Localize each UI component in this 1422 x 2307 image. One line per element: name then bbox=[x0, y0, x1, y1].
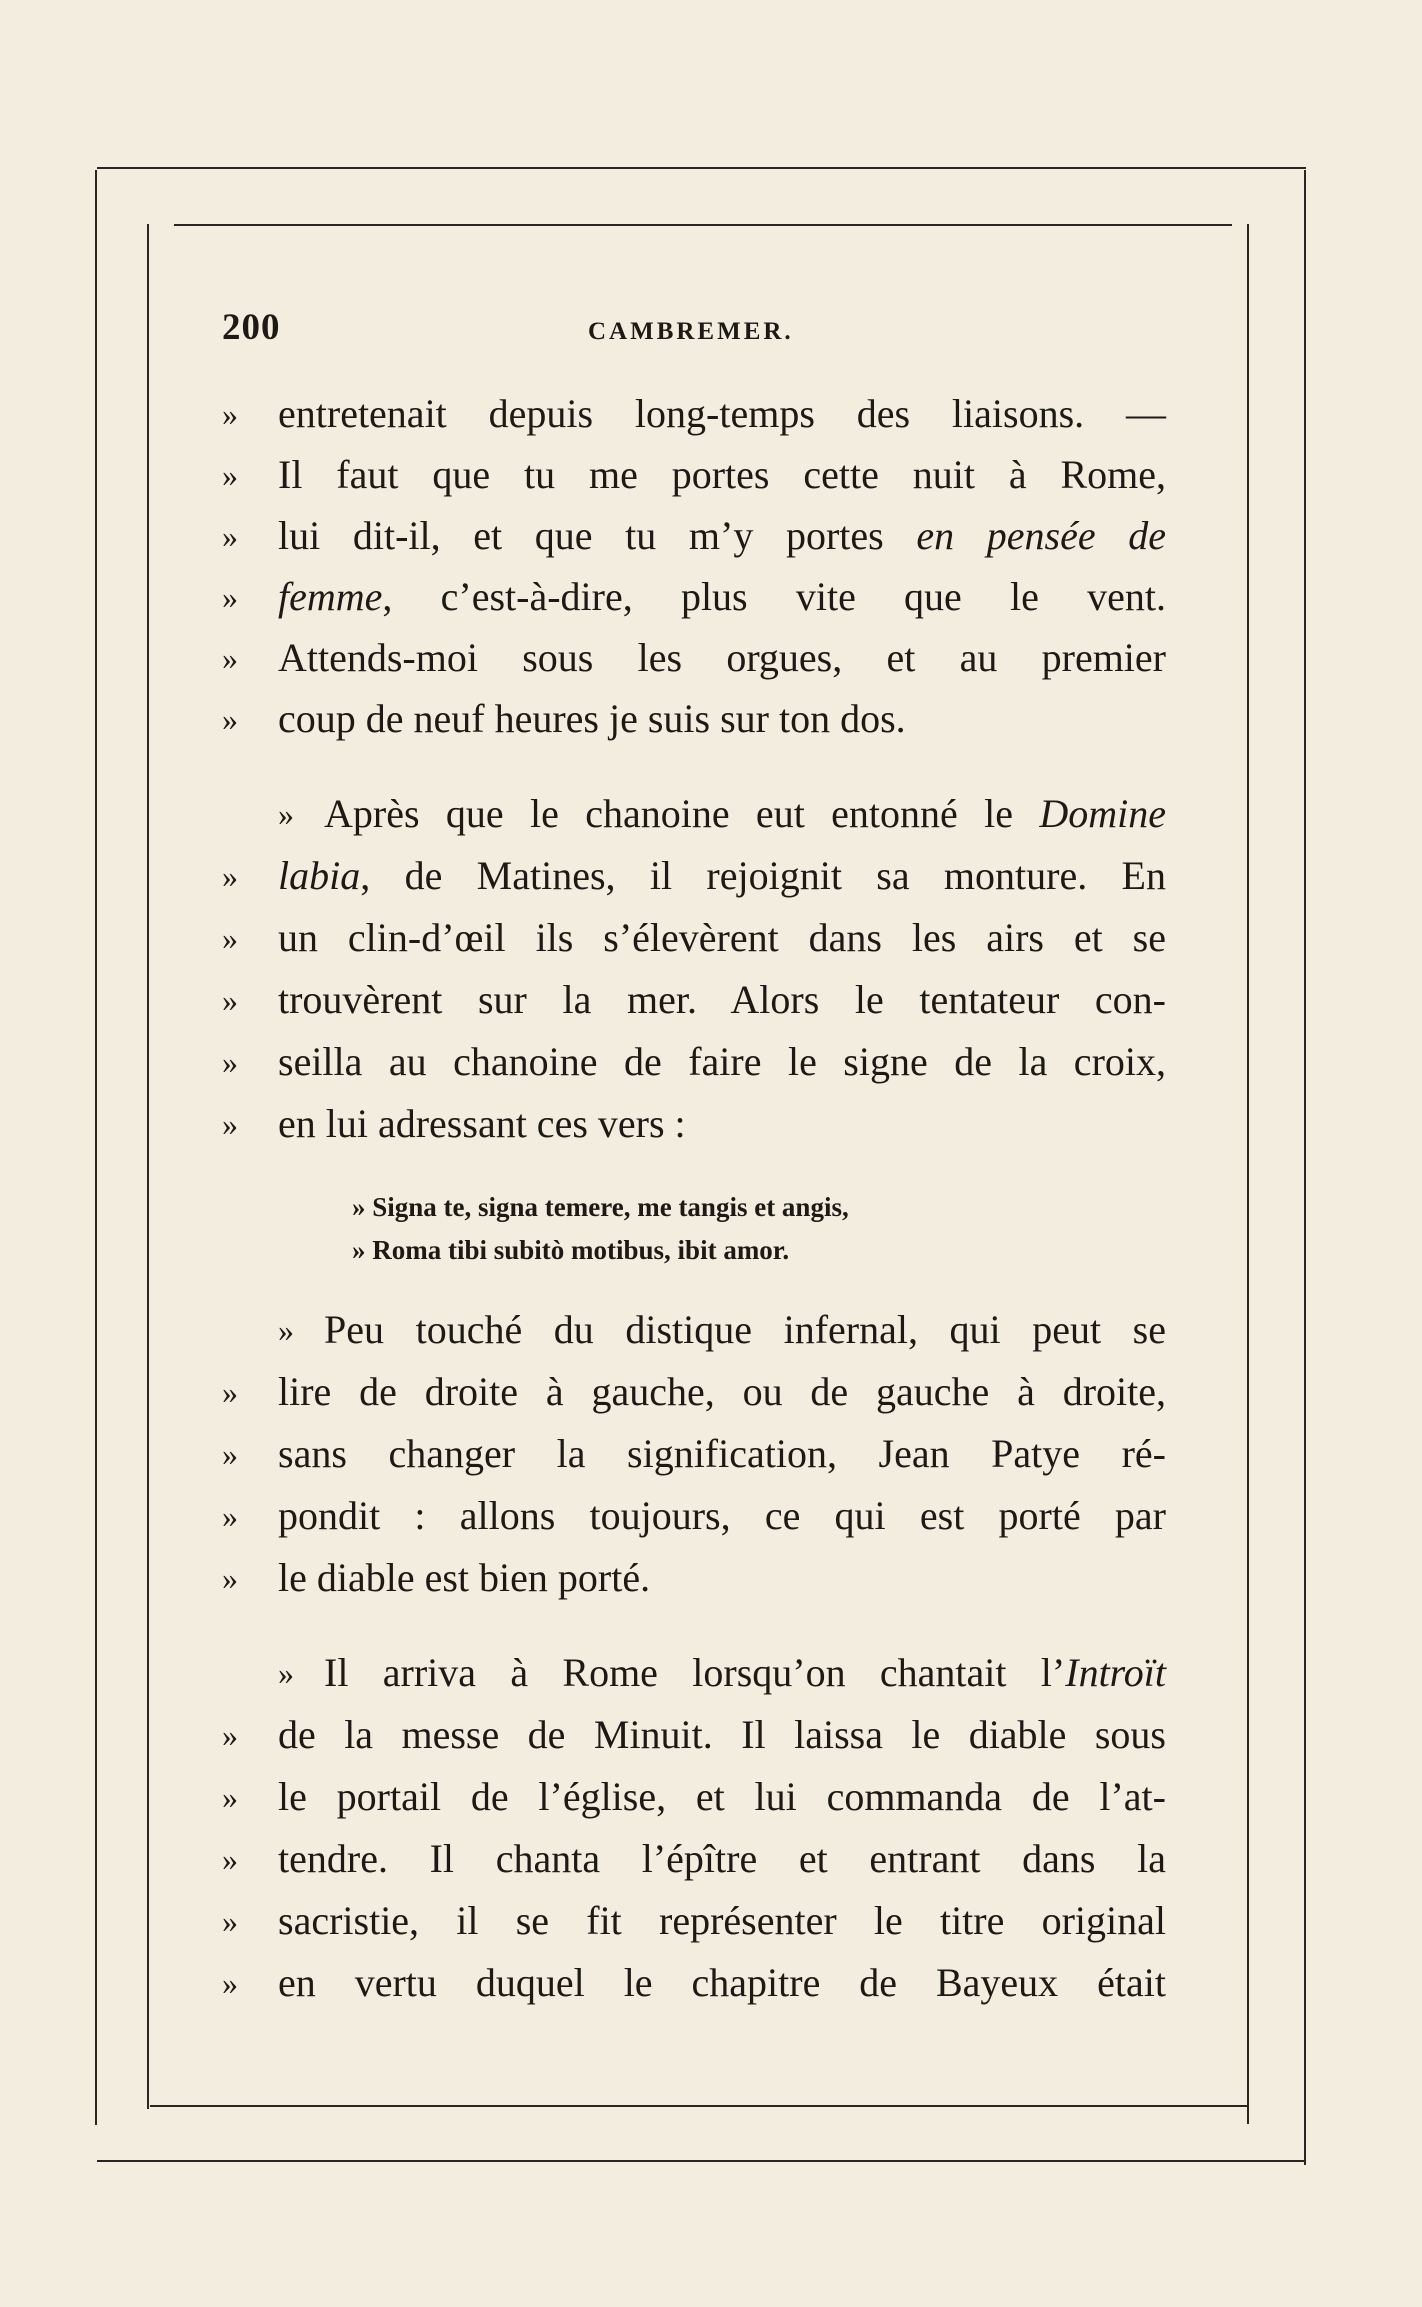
line-text-roman: lui dit-il, et que tu m’y portes bbox=[278, 513, 917, 558]
frame-inner-left-rule bbox=[147, 224, 149, 2109]
text-line bbox=[222, 910, 1166, 966]
line-text-roman: , c’est-à-dire, plus vite que le vent. bbox=[382, 574, 1166, 619]
line-text: lire de droite à gauche, ou de gauche à droite, bbox=[278, 1369, 1166, 1414]
frame-inner-bottom-rule bbox=[150, 2105, 1248, 2107]
frame-bottom-rule bbox=[97, 2160, 1306, 2162]
guillemet: » bbox=[222, 1106, 238, 1142]
line-text: le diable est bien porté. bbox=[278, 1555, 651, 1600]
line-text: en vertu duquel le chapitre de Bayeux était bbox=[278, 1960, 1166, 2005]
text-line bbox=[222, 1302, 1166, 1358]
guillemet: » bbox=[222, 1717, 238, 1753]
line-text: le portail de l’église, et lui commanda de l’at- bbox=[278, 1774, 1166, 1819]
line-text: tendre. Il chanta l’épître et entrant dans la bbox=[278, 1836, 1166, 1881]
line-text-roman: Il arriva à Rome lorsqu’on chantait l’ bbox=[324, 1650, 1066, 1695]
line-text bbox=[278, 508, 1166, 564]
guillemet: » bbox=[222, 1560, 238, 1596]
guillemet: » bbox=[222, 858, 238, 894]
line-text: Il faut que tu me portes cette nuit à Rome, bbox=[278, 452, 1166, 497]
frame-right-rule bbox=[1304, 170, 1306, 2165]
guillemet: » bbox=[222, 1965, 238, 2001]
text-line bbox=[222, 1831, 1166, 1887]
text-line bbox=[222, 1426, 1166, 1482]
line-text: en lui adressant ces vers : bbox=[278, 1101, 686, 1146]
line-text: seilla au chanoine de faire le signe de la croix, bbox=[278, 1039, 1166, 1084]
guillemet: » bbox=[278, 1312, 294, 1348]
text-line bbox=[222, 569, 1166, 625]
text-line bbox=[222, 1893, 1166, 1949]
guillemet: » bbox=[222, 1779, 238, 1815]
text-line bbox=[222, 1769, 1166, 1825]
running-title: CAMBREMER. bbox=[588, 318, 794, 345]
guillemet: » bbox=[222, 701, 238, 737]
verse-text: Signa te, signa temere, me tangis et angis, bbox=[372, 1192, 849, 1222]
text-line bbox=[222, 786, 1166, 842]
guillemet: » bbox=[222, 982, 238, 1018]
italic-phrase: Domine bbox=[1039, 791, 1166, 836]
text-line bbox=[222, 1096, 1166, 1152]
text-line bbox=[222, 1364, 1166, 1420]
line-text bbox=[278, 848, 1166, 904]
verse-line bbox=[352, 1229, 1112, 1271]
text-line bbox=[222, 1645, 1166, 1701]
line-text bbox=[324, 1645, 1166, 1701]
text-line bbox=[222, 972, 1166, 1028]
text-line bbox=[222, 630, 1166, 686]
guillemet: » bbox=[222, 1498, 238, 1534]
guillemet: » bbox=[222, 920, 238, 956]
guillemet: » bbox=[352, 1235, 366, 1265]
line-text bbox=[278, 569, 1166, 625]
italic-phrase: Introït bbox=[1065, 1650, 1166, 1695]
frame-top-rule bbox=[97, 167, 1306, 169]
guillemet: » bbox=[222, 1841, 238, 1877]
guillemet: » bbox=[352, 1192, 366, 1222]
line-text: trouvèrent sur la mer. Alors le tentateur con- bbox=[278, 977, 1166, 1022]
guillemet: » bbox=[222, 1903, 238, 1939]
text-line bbox=[222, 386, 1166, 442]
text-line bbox=[222, 1707, 1166, 1763]
guillemet: » bbox=[222, 579, 238, 615]
line-text: coup de neuf heures je suis sur ton dos. bbox=[278, 696, 906, 741]
text-line bbox=[222, 1550, 1166, 1606]
line-text: de la messe de Minuit. Il laissa le diable sous bbox=[278, 1712, 1166, 1757]
guillemet: » bbox=[222, 1044, 238, 1080]
frame-left-rule bbox=[95, 170, 97, 2125]
text-line bbox=[222, 447, 1166, 503]
line-text: Attends-moi sous les orgues, et au premier bbox=[278, 635, 1166, 680]
frame-inner-right-rule bbox=[1247, 224, 1249, 2124]
guillemet: » bbox=[222, 396, 238, 432]
text-line bbox=[222, 1034, 1166, 1090]
page-number: 200 bbox=[222, 307, 281, 348]
text-line bbox=[222, 848, 1166, 904]
guillemet: » bbox=[222, 1374, 238, 1410]
frame-inner-top-rule bbox=[174, 224, 1232, 226]
guillemet: » bbox=[222, 457, 238, 493]
line-text: pondit : allons toujours, ce qui est porté par bbox=[278, 1493, 1166, 1538]
line-text bbox=[324, 786, 1166, 842]
guillemet: » bbox=[222, 640, 238, 676]
line-text: Peu touché du distique infernal, qui peut se bbox=[324, 1307, 1166, 1352]
verse-line bbox=[352, 1186, 1112, 1228]
guillemet: » bbox=[222, 1436, 238, 1472]
text-line bbox=[222, 508, 1166, 564]
italic-phrase: labia bbox=[278, 853, 361, 898]
line-text: entretenait depuis long-temps des liaisons. — bbox=[278, 391, 1166, 436]
guillemet: » bbox=[222, 518, 238, 554]
italic-phrase: femme bbox=[278, 574, 383, 619]
line-text: un clin-d’œil ils s’élevèrent dans les airs et se bbox=[278, 915, 1166, 960]
line-text-roman: , de Matines, il rejoignit sa monture. En bbox=[360, 853, 1166, 898]
text-line bbox=[222, 691, 1166, 747]
italic-phrase: en pensée de bbox=[916, 513, 1167, 558]
guillemet: » bbox=[278, 1655, 294, 1691]
line-text: sans changer la signification, Jean Patye ré- bbox=[278, 1431, 1166, 1476]
guillemet: » bbox=[278, 796, 294, 832]
line-text-roman: Après que le chanoine eut entonné le bbox=[324, 791, 1040, 836]
text-line bbox=[222, 1488, 1166, 1544]
verse-text: Roma tibi subitò motibus, ibit amor. bbox=[372, 1235, 790, 1265]
text-line bbox=[222, 1955, 1166, 2011]
line-text: sacristie, il se fit représenter le titre original bbox=[278, 1898, 1166, 1943]
